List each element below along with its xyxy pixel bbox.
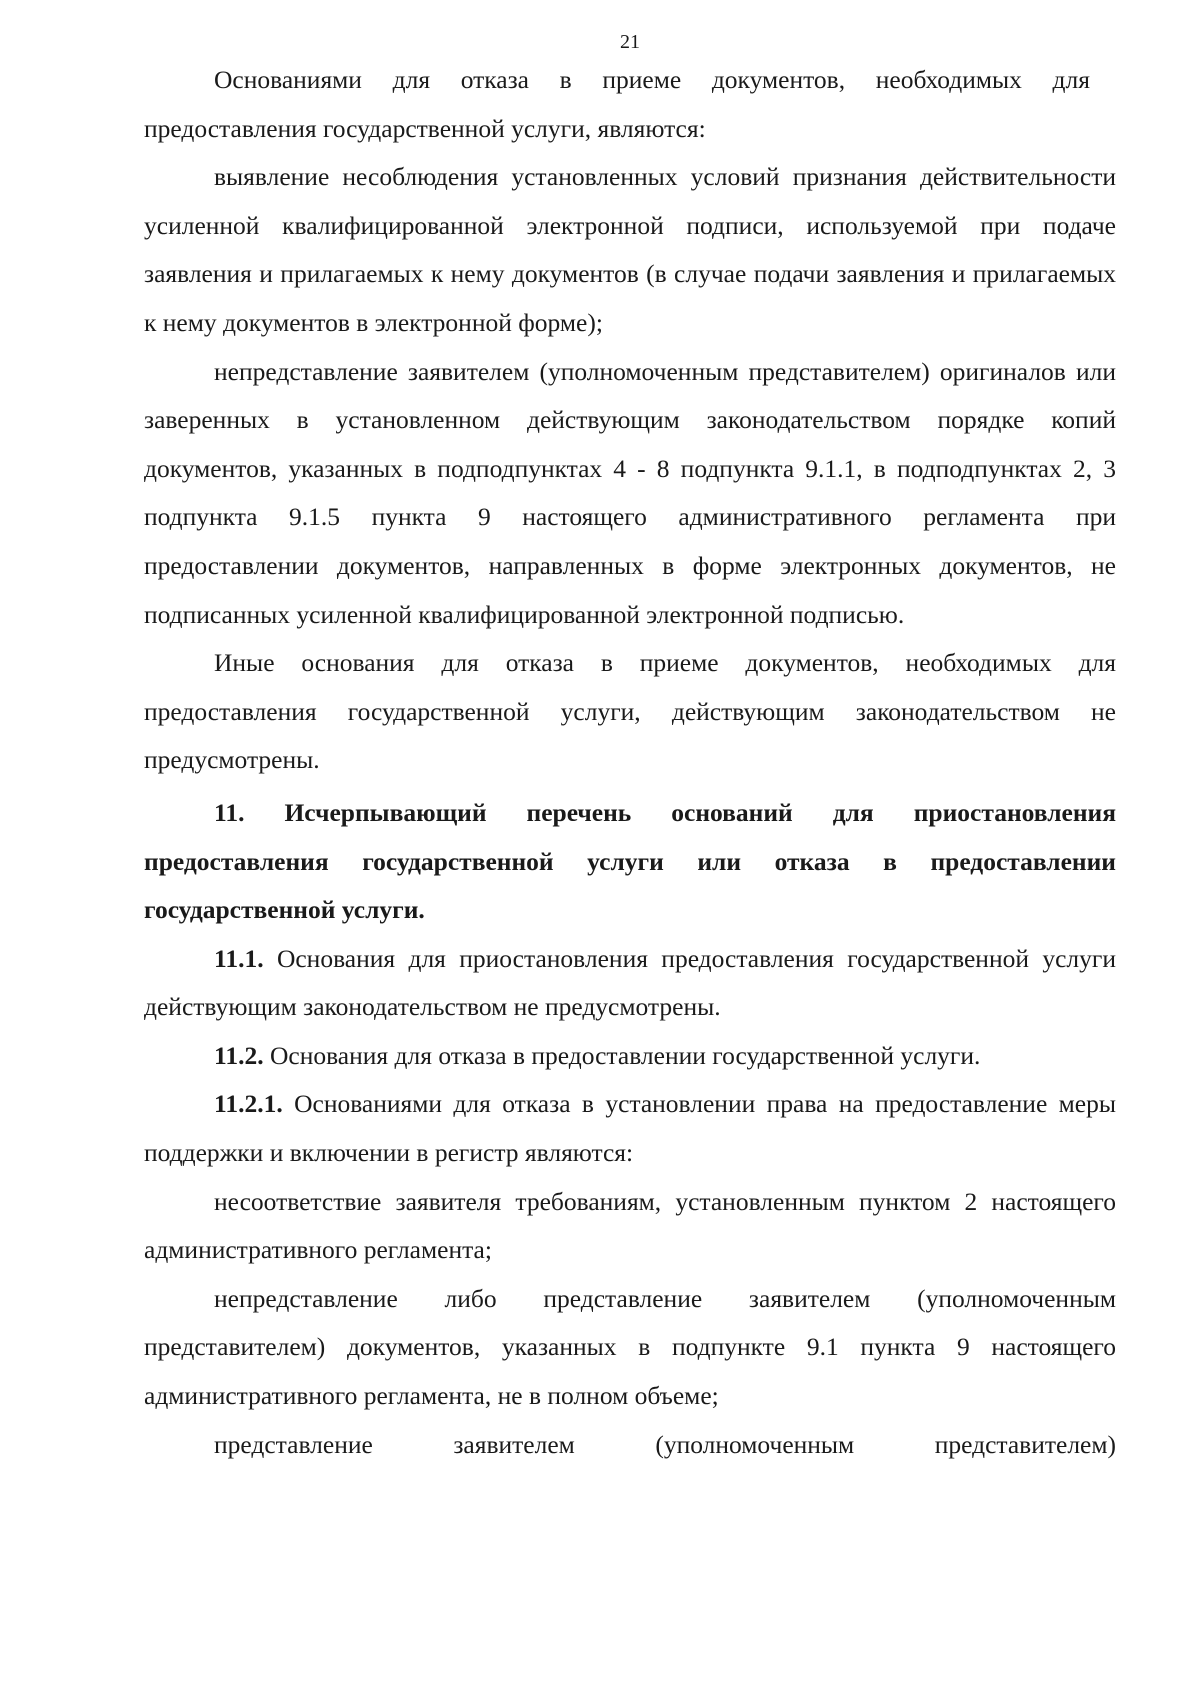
paragraph-nonconformity: несоответствие заявителя требованиям, установленным пунктом 2 настоящего административного регламента; [144,1186,1116,1265]
document-body [144,56,1116,1469]
clause-text: Основаниями для отказа в установлении права на предоставление меры поддержки и включении в регистр являются: [144,1089,1116,1168]
clause-11-1 [144,935,1116,1032]
clause-number: 11.1. [214,943,264,973]
clause-text: Основания для приостановления предоставления государственной услуги действующим законодательством не предусмотрены. [144,943,1116,1022]
paragraph-other-grounds: Иные основания для отказа в приеме документов, необходимых для предоставления государственной услуги, действующим законодательством не предусмотрены. [144,648,1116,775]
paragraph-originals-not-provided: непредставление заявителем (уполномоченным представителем) оригиналов или заверенных в установленном действующим законодательством порядке копий документов, указанных в подподпунктах 4 - 8 подпункта 9.1.1, в подподпунктах 2, 3 подпункта 9.1.5 пункта 9 настоящего административного регламента при предоставлении документов, направленных в форме электронных документов, не подписанных усиленной квалифицированной электронной подписью. [144,356,1116,629]
paragraph-representation-continued: представление заявителем (уполномоченным представителем) [214,1429,1116,1459]
clause-11-2 [144,1032,1116,1081]
clause-11-2-1 [144,1080,1116,1177]
clause-number: 11.2.1. [214,1089,283,1119]
paragraph-refusal-grounds-intro: Основаниями для отказа в приеме документов, необходимых для предоставления государственной услуги, являются: [144,65,1090,143]
section-heading-11: 11. Исчерпывающий перечень оснований для приостановления предоставления государственной услуги или отказа в предоставлении государственной услуги. [144,797,1116,925]
paragraph-signature-check: выявление несоблюдения установленных условий признания действительности усиленной квалифицированной электронной подписи, используемой при подаче заявления и прилагаемых к нему документов (в случае подачи заявления и прилагаемых к нему документов в электронной форме); [144,162,1116,337]
clause-text: Основания для отказа в предоставлении государственной услуги. [263,1040,981,1070]
paragraph-incomplete-documents: непредставление либо представление заявителем (уполномоченным представителем) документов, указанных в подпункте 9.1 пункта 9 настоящего административного регламента, не в полном объеме; [144,1283,1116,1411]
clause-number: 11.2. [214,1040,264,1070]
page-number: 21 [620,31,640,53]
